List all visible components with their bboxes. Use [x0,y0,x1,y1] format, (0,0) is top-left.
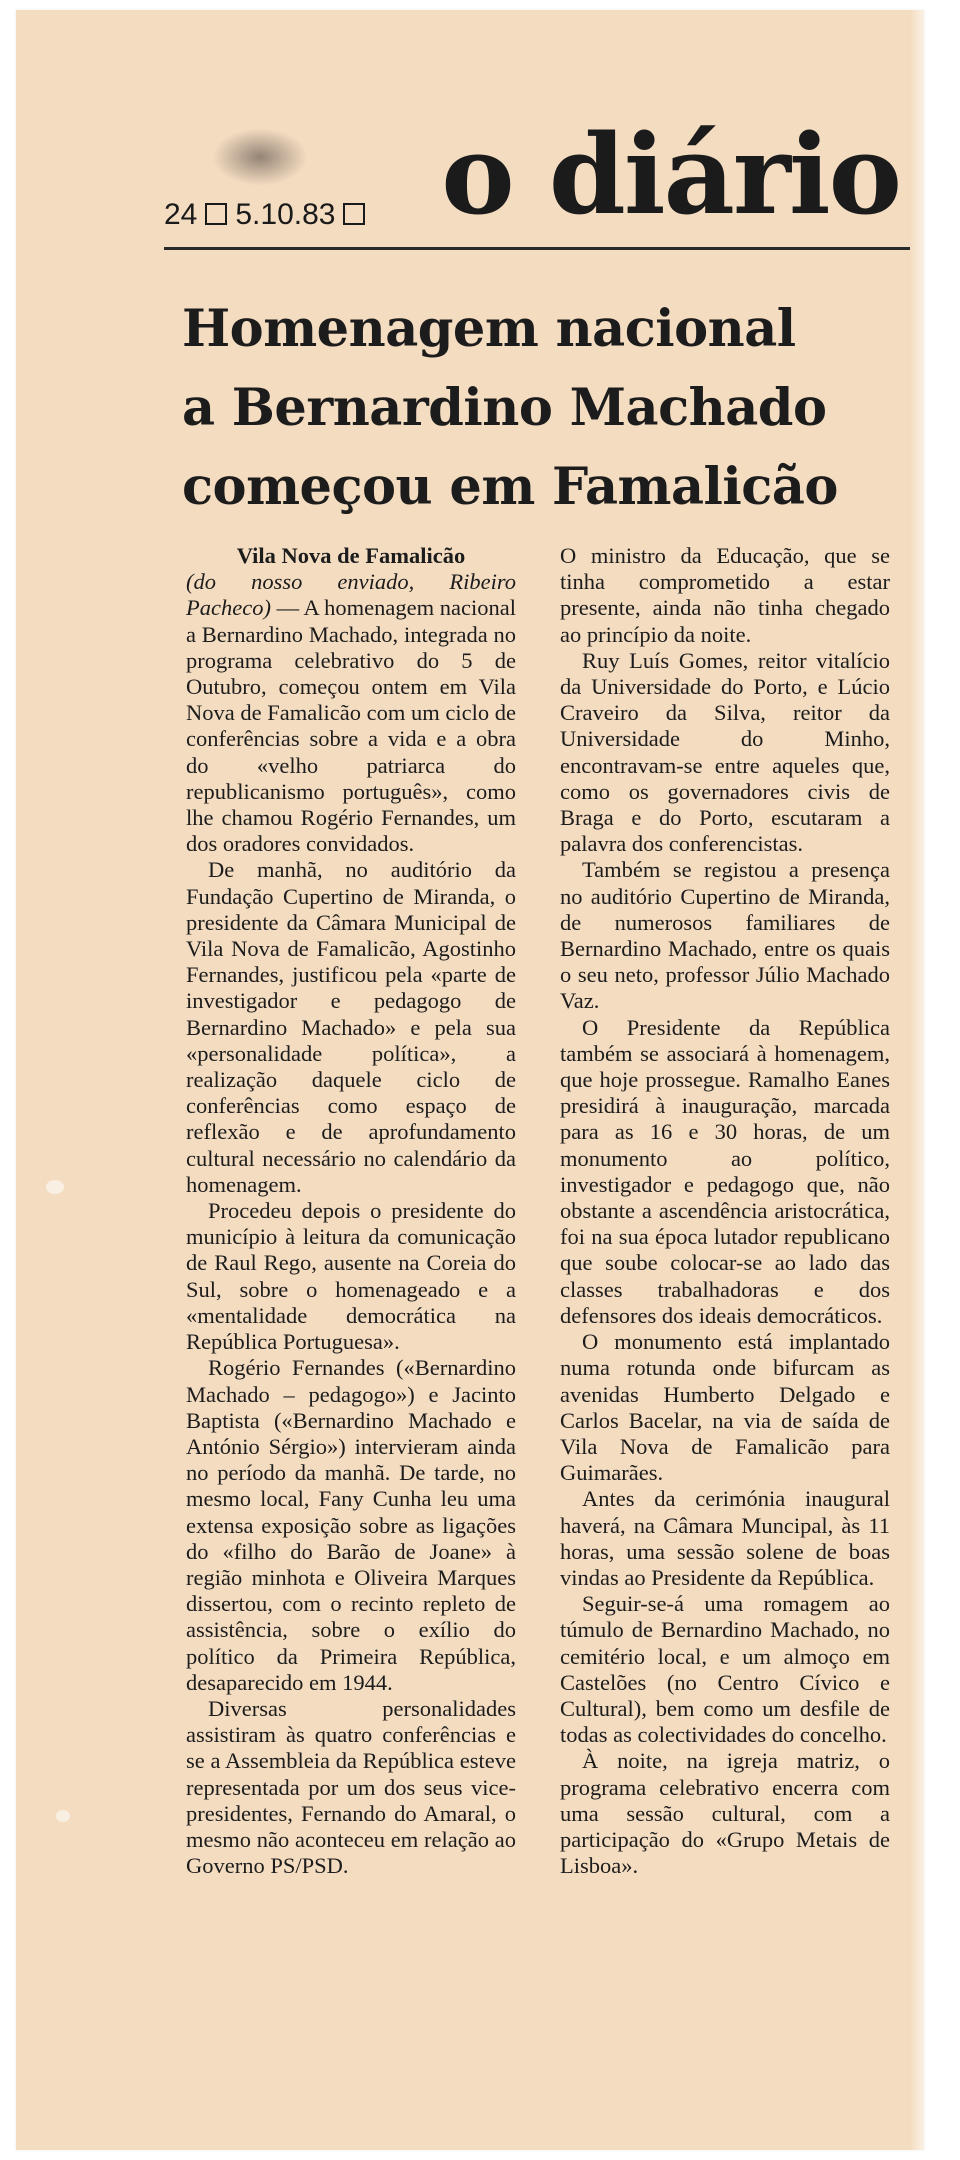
article-column-left [186,543,516,1879]
article-paragraph: Procedeu depois o presidente do município à leitura da comunicação de Raul Rego, ausente na Coreia do Sul, sobre o homenageado e a «mentalidade democrática na República Portuguesa». [186,1198,516,1355]
paper-spot [56,1810,70,1822]
masthead [164,110,910,256]
dateline [164,198,373,232]
newspaper-name: o diário [441,110,900,239]
article-paragraph: Antes da cerimónia inaugural haverá, na Câmara Muncipal, às 11 horas, uma sessão solene de boas vindas ao Presidente da República. [560,1486,890,1590]
headline-line: a Bernardino Machado [182,378,827,438]
headline [182,290,902,527]
headline-line: Homenagem nacional [182,299,796,359]
byline: (do nosso enviado, Ribeiro Pacheco) [186,569,516,621]
article-paragraph: Diversas personalidades assistiram às quatro conferências e se a Assembleia da República esteve representada por um dos seus vice-presidentes, Fernando do Amaral, o mesmo não aconteceu em relação ao Governo PS/PSD. [186,1695,516,1879]
ink-smudge [212,128,308,186]
article-paragraph: Seguir-se-á uma romagem ao túmulo de Bernardino Machado, no cemitério local, e um almoço em Castelões (no Centro Cívico e Cultural), bem como um desfile de todas as colectividades do concelho. [560,1591,890,1748]
page-number: 24 [164,198,198,231]
paper-edge-shadow [910,10,924,2150]
dateline-place: Vila Nova de Famalicão [236,543,466,568]
article-paragraph: Também se registou a presença no auditório Cupertino de Miranda, de numerosos familiares de Bernardino Machado, entre os quais o seu neto, professor Júlio Machado Vaz. [560,857,890,1014]
article-paragraph-lead [186,569,516,857]
separator-box-icon [205,203,227,225]
article-paragraph: Ruy Luís Gomes, reitor vitalício da Universidade do Porto, e Lúcio Craveiro da Silva, reitor da Universidade do Minho, encontravam-se entre aqueles que, como os governadores civis de Braga e do Porto, escutaram a palavra dos conferencistas. [560,647,890,857]
issue-date: 5.10.83 [235,198,336,231]
article-paragraph: De manhã, no auditório da Fundação Cupertino de Miranda, o presidente da Câmara Municipal de Vila Nova de Famalicão, Agostinho Fernandes, justificou pela «parte de investigador e pedagogo de Bernardino Machado» e pela sua «personalidade política», a realização daquele ciclo de conferências como espaço de reflexão e de aprofundamento cultural necessário no calendário da homenagem. [186,857,516,1197]
masthead-rule [164,247,910,250]
lead-text: — A homenagem nacional a Bernardino Machado, integrada no programa celebrativo do 5 de Outubro, começou ontem em Vila Nova de Famalicão com um ciclo de conferências sobre a vida e a obra do «velho patriarca do republicanismo português», como lhe chamou Rogério Fernandes, um dos oradores convidados. [186,595,516,857]
article-paragraph: O Presidente da República também se associará à homenagem, que hoje prossegue. Ramalho Eanes presidirá à inauguração, marcada para as 16 e 30 horas, de um monumento ao político, investigador e pedagogo que, não obstante a ascendência aristocrática, foi na sua época lutador republicano que soube colocar-se ao lado das classes trabalhadoras e dos defensores dos ideais democráticos. [560,1014,890,1328]
article-paragraph: O monumento está implantado numa rotunda onde bifurcam as avenidas Humberto Delgado e Carlos Bacelar, na via de saída de Vila Nova de Famalicão para Guimarães. [560,1329,890,1486]
separator-box-icon [343,203,365,225]
headline-line: começou em Famalicão [182,457,838,517]
article-paragraph: À noite, na igreja matriz, o programa celebrativo encerra com uma sessão cultural, com a participação do «Grupo Metais de Lisboa». [560,1748,890,1879]
article-paragraph: Rogério Fernandes («Bernardino Machado – pedagogo») e Jacinto Baptista («Bernardino Machado e António Sérgio») intervieram ainda no período da manhã. De tarde, no mesmo local, Fany Cunha leu uma extensa exposição sobre as ligações do «filho do Barão de Joane» à região minhota e Oliveira Marques dissertou, com o recinto repleto de assistência, sobre o exílio do político da Primeira República, desaparecido em 1944. [186,1355,516,1695]
paper-spot [46,1180,64,1194]
article-column-right [560,543,890,1879]
article-paragraph: O ministro da Educação, que se tinha comprometido a estar presente, ainda não tinha chegado ao princípio da noite. [560,543,890,647]
